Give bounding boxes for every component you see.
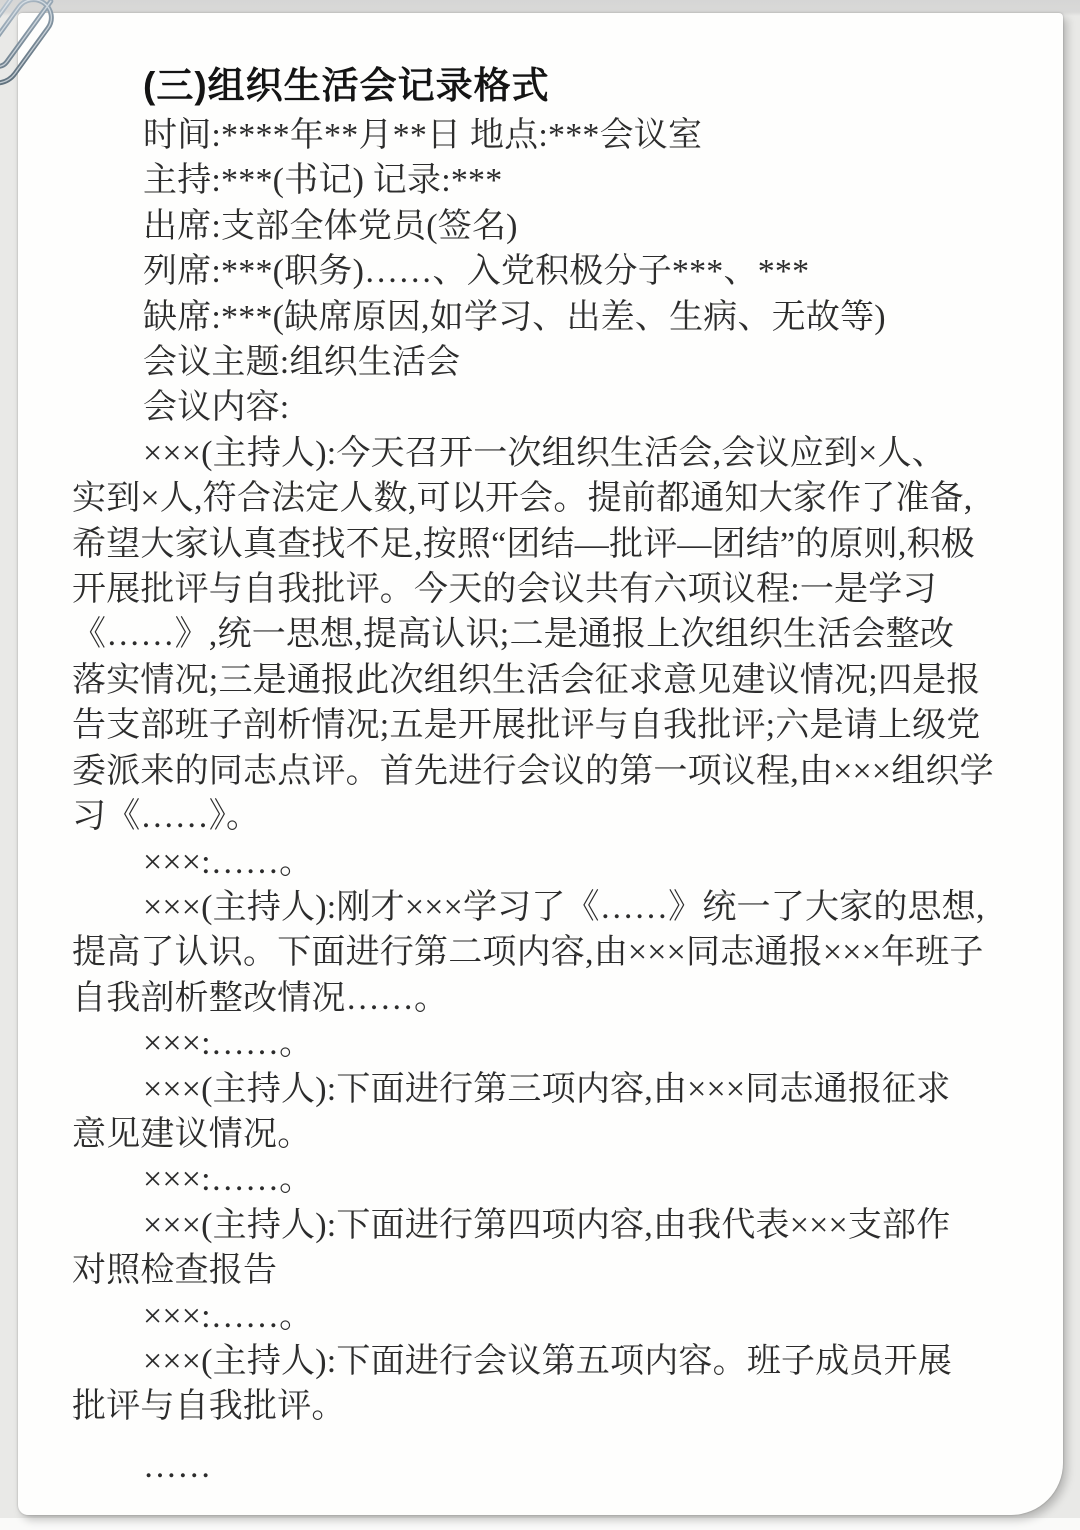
text-line: ×××(主持人):下面进行第三项内容,由×××同志通报征求 <box>143 1070 951 1108</box>
paper-sheet <box>18 13 1063 1515</box>
text-line: ×××(主持人):下面进行会议第五项内容。班子成员开展 <box>143 1342 953 1380</box>
text-line: 《……》,统一思想,提高认识;二是通报上次组织生活会整改 <box>72 616 955 654</box>
text-line: 委派来的同志点评。首先进行会议的第一项议程,由×××组织学 <box>72 752 994 790</box>
under-sheet-edge <box>0 1518 1080 1530</box>
text-line: 希望大家认真查找不足,按照“团结—批评—团结”的原则,积极 <box>72 525 975 563</box>
text-line: 对照检查报告 <box>72 1252 278 1290</box>
text-line: ×××:……。 <box>143 843 314 881</box>
text-line: 实到×人,符合法定人数,可以开会。提前都通知大家作了准备, <box>72 480 973 518</box>
text-line: 列席:***(职务)……、入党积极分子***、*** <box>143 253 810 291</box>
text-line: 会议内容: <box>143 389 290 427</box>
text-line: ×××(主持人):下面进行第四项内容,由我代表×××支部作 <box>143 1206 951 1244</box>
text-line: 时间:****年**月**日 地点:***会议室 <box>143 117 703 154</box>
text-line: …… <box>143 1447 212 1485</box>
text-line: ×××:……。 <box>143 1161 314 1199</box>
text-line: 习《……》。 <box>72 798 261 836</box>
text-line: 批评与自我批评。 <box>72 1388 346 1426</box>
text-line: 自我剖析整改情况……。 <box>72 979 449 1017</box>
text-line: 会议主题:组织生活会 <box>143 344 461 382</box>
text-line: ×××:……。 <box>143 1297 314 1335</box>
document-lines <box>72 113 1034 1489</box>
text-line: ×××(主持人):刚才×××学习了《……》统一了大家的思想, <box>143 888 985 926</box>
text-line: 意见建议情况。 <box>72 1115 312 1153</box>
paperclip-icon <box>0 0 66 98</box>
text-line: 出席:支部全体党员(签名) <box>143 207 518 245</box>
text-line: 告支部班子剖析情况;五是开展批评与自我批评;六是请上级党 <box>72 707 981 745</box>
document-body <box>72 59 1034 1489</box>
text-line: 落实情况;三是通报此次组织生活会征求意见建议情况;四是报 <box>72 661 981 699</box>
document-title: (三)组织生活会记录格式 <box>143 65 550 106</box>
text-line: 提高了认识。下面进行第二项内容,由×××同志通报×××年班子 <box>72 934 984 972</box>
text-line: 缺席:***(缺席原因,如学习、出差、生病、无故等) <box>143 298 886 336</box>
text-line: ×××(主持人):今天召开一次组织生活会,会议应到×人、 <box>143 434 946 472</box>
text-line: 开展批评与自我批评。今天的会议共有六项议程:一是学习 <box>72 571 937 609</box>
text-line: ×××:……。 <box>143 1025 314 1063</box>
text-line: 主持:***(书记) 记录:*** <box>143 162 503 200</box>
